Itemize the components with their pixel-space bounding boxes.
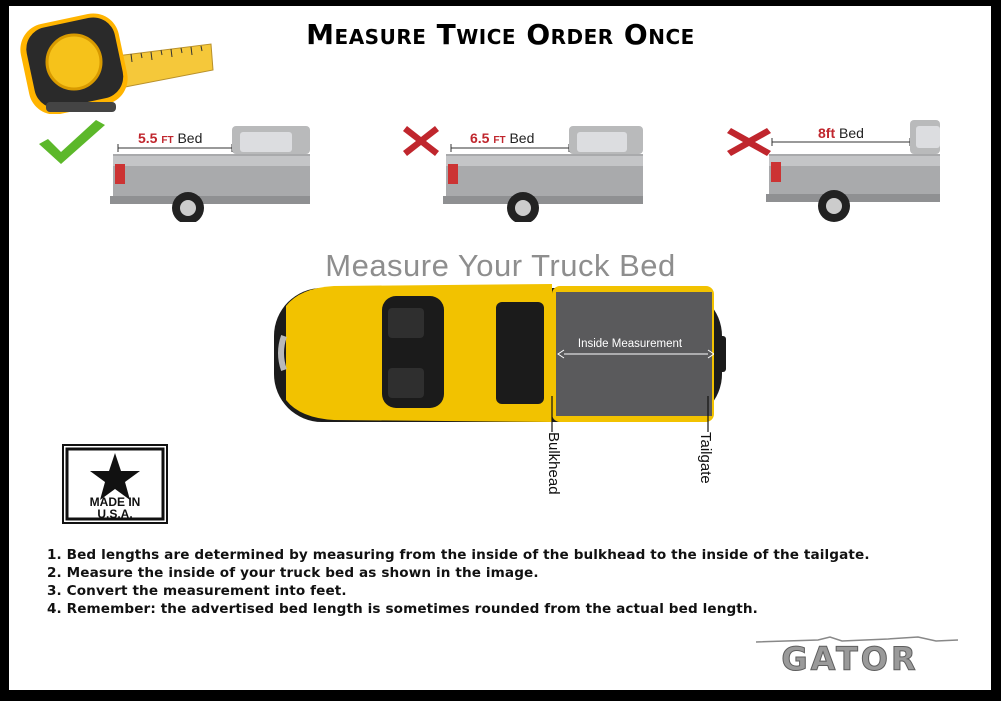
check-icon — [36, 120, 108, 168]
bed-label-5-5: 5.5 FT Bed — [138, 130, 203, 146]
gator-logo-text: GATOR — [781, 640, 919, 678]
section-subtitle: Measure Your Truck Bed — [325, 248, 676, 283]
tailgate-label: Tailgate — [697, 432, 714, 484]
cross-icon — [403, 124, 439, 158]
truck-top-view — [274, 276, 728, 434]
bulkhead-label: Bulkhead — [545, 432, 562, 495]
page-title: Measure Twice Order Once — [306, 18, 695, 51]
instruction-step: 2. Measure the inside of your truck bed as shown in the image. — [47, 565, 539, 581]
made-in-usa-badge — [62, 444, 168, 524]
instructions-list — [47, 546, 870, 618]
truck-side-8 — [766, 120, 940, 222]
truck-side-5-5 — [110, 126, 310, 222]
bed-label-6-5: 6.5 FT Bed — [470, 130, 535, 146]
cross-icon — [727, 126, 771, 158]
bed-label-8: 8ft Bed — [818, 125, 864, 141]
inside-measurement-label: Inside Measurement — [577, 338, 683, 350]
gator-logo — [738, 634, 962, 678]
truck-side-6-5 — [443, 126, 643, 222]
badge-line-1: MADE IN — [89, 495, 141, 509]
instruction-step: 3. Convert the measurement into feet. — [47, 583, 347, 599]
instruction-step: 4. Remember: the advertised bed length is sometimes rounded from the actual bed length. — [47, 601, 758, 617]
badge-line-2: U.S.A. — [97, 507, 133, 521]
instruction-step: 1. Bed lengths are determined by measuring from the inside of the bulkhead to the inside of the tailgate. — [47, 547, 870, 563]
